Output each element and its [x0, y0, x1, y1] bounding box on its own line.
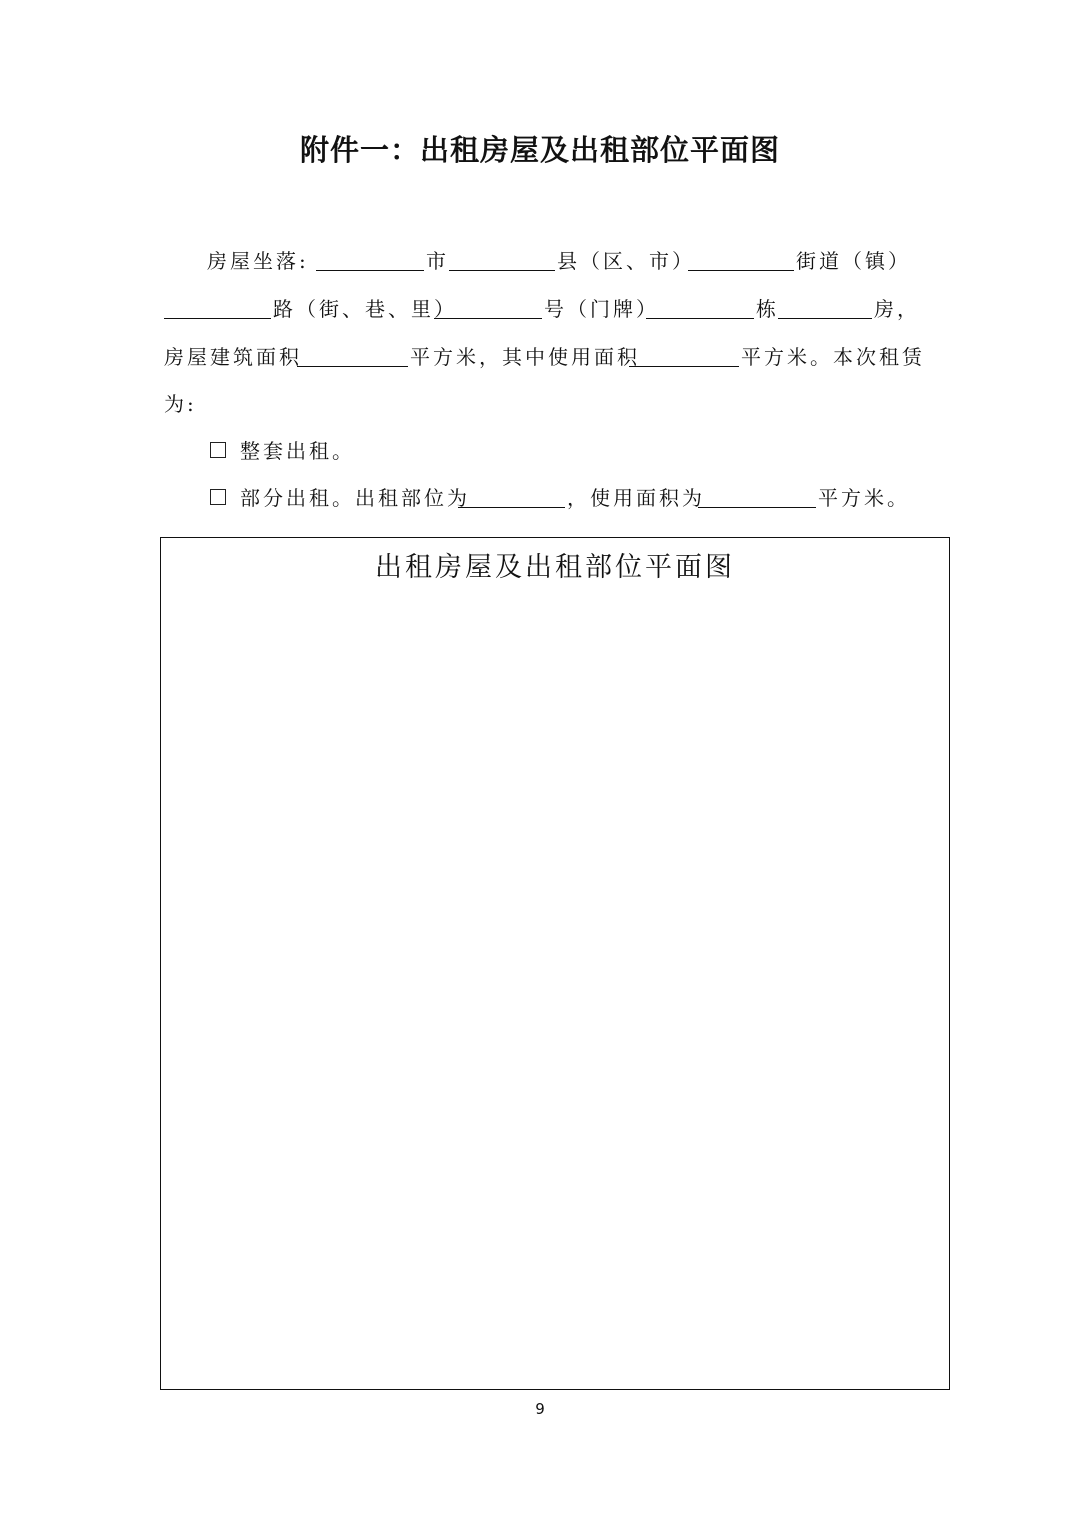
room-unit: 房， — [874, 297, 920, 321]
page-title: 附件一：出租房屋及出租部位平面图 — [299, 133, 780, 167]
usable-area-blank[interactable] — [629, 366, 739, 367]
street-unit: 街道（镇） — [796, 249, 911, 273]
building-area-label: 房屋建筑面积 — [164, 345, 302, 369]
room-blank[interactable] — [778, 318, 872, 319]
city-blank[interactable] — [316, 270, 424, 271]
whole-rental-checkbox[interactable] — [210, 442, 226, 458]
usable-area-intro: ，使用面积为 — [567, 486, 705, 510]
building-blank[interactable] — [646, 318, 754, 319]
number-blank[interactable] — [434, 318, 542, 319]
sqm-unit: 平方米。 — [818, 486, 910, 510]
partial-rental-label: 部分出租。出租部位为 — [240, 486, 470, 510]
partial-area-blank[interactable] — [698, 507, 816, 508]
number-unit: 号（门牌） — [544, 297, 659, 321]
county-blank[interactable] — [449, 270, 555, 271]
floor-plan-frame — [160, 537, 950, 1390]
rental-intro: 平方米。本次租赁 — [741, 345, 925, 369]
partial-rental-checkbox[interactable] — [210, 489, 226, 505]
rental-part-blank[interactable] — [458, 507, 565, 508]
page-number: 9 — [535, 1400, 545, 1418]
floor-plan-title: 出租房屋及出租部位平面图 — [375, 552, 735, 583]
usable-area-label: 平方米，其中使用面积 — [410, 345, 640, 369]
city-unit: 市 — [426, 249, 449, 273]
street-blank[interactable] — [688, 270, 794, 271]
road-blank[interactable] — [164, 318, 271, 319]
rental-type-label: 为: — [164, 392, 197, 416]
road-unit: 路（街、巷、里） — [273, 297, 457, 321]
county-unit: 县（区、市） — [557, 249, 695, 273]
whole-rental-label: 整套出租。 — [240, 439, 355, 463]
building-area-blank[interactable] — [297, 366, 408, 367]
location-label: 房屋坐落: — [207, 249, 309, 273]
building-unit: 栋 — [756, 297, 779, 321]
